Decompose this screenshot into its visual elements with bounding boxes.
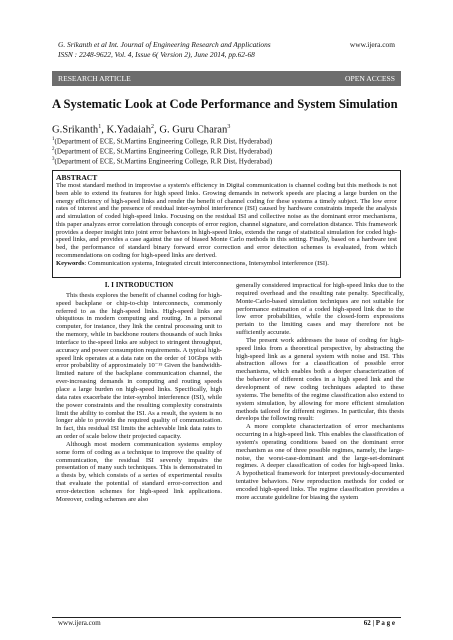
abstract-heading: ABSTRACT <box>56 173 98 182</box>
footer-url[interactable]: www.ijera.com <box>58 619 101 627</box>
body-paragraph: This thesis explores the benefit of channel coding for high-speed backplane or chip-to-chip interconnects, commonly referred to as the high-speed links. High-speed links are ubiquitous in modern computing and routing. In a personal computer, for instance, they link the central processing unit to the memory, while in backbone routers thousands of such links interface to the-speed links are subject to stringent throughput, accuracy and power consumption requirements. A typical high-speed link operates at a data rate on the order of 10Gbps with error probability of approximately 10⁻¹⁵ Given the bandwidth-limited nature of the backplane communication channel, the ever-increasing demands in computing and routing speeds place a large burden on high-speed links. Specifically, high data rates exacerbate the inter-symbol interference (ISI), while the power constraints and the resulting complexity constraints limit the ability to combat the ISI. As a result, the system is no longer able to provide the required quality of communication. In fact, this residual ISI limits the achievable link data rates to an order of scale below their projected capacity. <box>56 291 222 441</box>
banner-article-type: RESEARCH ARTICLE <box>58 74 131 83</box>
journal-header <box>58 40 395 60</box>
paper-title: A Systematic Look at Code Performance and System Simulation <box>52 97 398 111</box>
author-list: G.Srikanth$^1$, K.Yadaiah$^2$, G. Guru Charan$^3$ <box>52 124 231 136</box>
affiliation <box>52 136 413 146</box>
author-name: G. Guru Charan <box>159 124 228 136</box>
affil-text: (Department of ECE, St.Martins Engineering College, R.R Dist, Hyderabad) <box>54 147 273 156</box>
section-heading-introduction: I. I INTRODUCTION <box>104 281 174 289</box>
body-paragraph: The present work addresses the issue of coding for high-speed links from a theoretical perspective, by abstracting the high-speed link as a general system with noise and ISI. This abstraction allows for a classification of possible error mechanisms, which enables both a deeper characterization of the behavior of different codes in a high speed link and the development of new coding techniques adapted to these systems. The benefits of the regime classification also extend to system simulation, by allowing for more efficient simulation methods tailored for different regimes. In particular, this thesis develops the following result: <box>236 336 404 423</box>
journal-issn: ISSN : 2248-9622, Vol. 4, Issue 6( Version 2), June 2014, pp.62-68 <box>58 50 255 59</box>
author-affil-mark: 3 <box>227 124 231 130</box>
author-name: K.Yadaiah <box>106 124 152 136</box>
affiliation <box>52 156 413 166</box>
affiliation <box>52 146 413 156</box>
affil-text: (Department of ECE, St.Martins Engineering College, R.R Dist, Hyderabad) <box>54 157 273 166</box>
keywords-text: : Communication systems, Integrated circuit interconnections, Intersymbol interference (ISI). <box>84 259 329 267</box>
author-name: G.Srikanth <box>52 124 99 136</box>
author-affil-mark: 2 <box>151 124 155 130</box>
abstract-text: The most standard method in improvise a system's efficiency in Digital communication is channel coding but this methods is not been able to extend its features for high speed links. Growing demands in network speeds are placing a large burden on the energy efficiency of high-speed links and render the benefit of channel coding for these systems a timely subject. The low error rates of interest and the presence of residual inter-symbol interference (ISI) caused by hardware constraints impede the analysis and simulation of coded high-speed links. Focusing on the residual ISI and collective noise as the dominant error mechanisms, this paper analyzes error correlation through concepts of error region, channel signature, and correlation distance. This framework provides a deeper insight into joint error behaviors in high-speed links, extends the range of statistical simulation for coded high-speed links, and provides a case against the use of biased Monte Carlo methods in this setting. Finally, based on a hardware test bed, the performance of standard binary forward error correction and error detection schemes is evaluated, from which recommendations on coding for high-speed links are derived. <box>56 182 397 259</box>
affil-text: (Department of ECE, St.Martins Engineering College, R.R Dist, Hyderabad) <box>54 137 273 146</box>
right-column <box>236 282 404 502</box>
affil-number: 3 <box>52 157 55 163</box>
body-paragraph: generally considered impractical for high-speed links due to the required overhead and the resulting rate penalty. Specifically, Monte-Carlo-based simulation techniques are not suitable for performance estimation of a coded high-speed link due to the low error probabilities, while the closed-form expressions pertain to the limiting cases and may therefore not be sufficiently accurate. <box>236 282 404 337</box>
affiliation-list <box>52 136 413 166</box>
left-column <box>56 282 222 504</box>
author-affil-mark: 1 <box>98 124 102 130</box>
abstract-box <box>52 170 401 278</box>
affil-number: 1 <box>52 137 55 142</box>
banner-access: OPEN ACCESS <box>344 74 395 83</box>
article-banner <box>52 71 401 86</box>
keywords-line <box>56 260 397 268</box>
page-footer <box>58 619 395 627</box>
journal-citation: G. Srikanth et al Int. Journal of Engineering Research and Applications <box>58 40 271 49</box>
body-paragraph: A more complete characterization of error mechanisms occurring in a high-speed link. This enables the classification of system's operating conditions based on the dominant error mechanism as one of three possible regimes, namely, the large-noise, the worst-case-dominant and the large-set-dominant regimes. A deeper classification of codes for high-speed links. A hypothetical framework for interpret previously-documented tentative behaviors. New reproduction methods for coded or encoded high-speed links. The regime classification provides a more accurate guideline for biasing the system <box>236 423 404 501</box>
page-number: 62 | P a g e <box>363 619 395 627</box>
keywords-label: Keywords <box>56 259 85 267</box>
body-paragraph: Although most modern communication systems employ some form of coding as a technique to improve the quality of communication, the residual ISI severely impairs the presentation of many such techniques. This is demonstrated in a thesis by, which consists of a series of experimental results that evaluate the potential of standard error-correction and error-detection schemes for high-speed link applications. Moreover, coding schemes are also <box>56 440 222 503</box>
footer-divider <box>52 617 401 618</box>
journal-url[interactable]: www.ijera.com <box>349 40 395 49</box>
affil-number: 2 <box>52 147 55 153</box>
